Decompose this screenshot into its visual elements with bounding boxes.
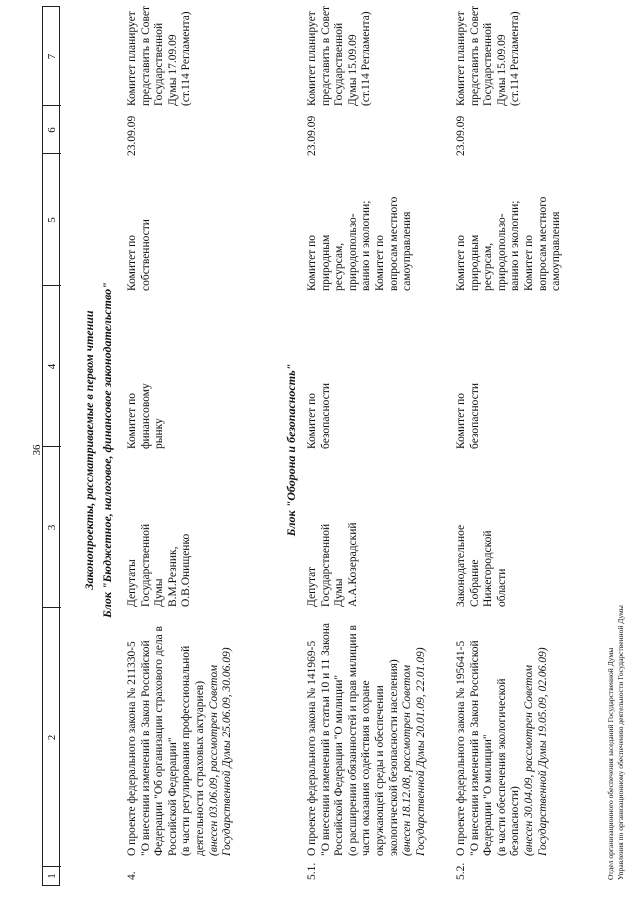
column-header-7: 7: [46, 53, 58, 60]
status-note: Комитет планирует представить в Совет Государственной Думы 15.09.09 (ст.114 Регламента): [306, 5, 373, 106]
footer: Отдел организационного обеспечения заседаний Государственной Думы Управления по организационному обеспечению деятельности Государственной Думы: [606, 605, 625, 880]
column-header-5: 5: [46, 217, 58, 223]
bill-note: (внесен 30.04.09, рассмотрен Советом: [522, 664, 535, 856]
bill-title: О проекте федерального закона № 195641-5 "О внесении изменений в Закон Российской Федерации "О милиции" (в части обеспечения экологической безопасности) (внесен 30.04.09, рассмотрен Советом Государственной Думы 19.05.09, 02.06.09): [455, 640, 549, 856]
review-date: 23.09.09: [126, 115, 138, 156]
bill-note: (внесен 03.06.09, рассмотрен Советом: [207, 664, 220, 856]
status-note: Комитет планирует представить в Совет Государственной Думы 15.09.09 (ст.114 Регламента): [455, 5, 522, 106]
section-title: Законопроекты, рассматриваемые в первом чтении: [82, 310, 96, 590]
initiator: Депутаты Государственной Думы В.М.Резник, О.В.Онищенко: [126, 523, 193, 607]
responsible-committee: Комитет по безопасности: [455, 382, 481, 449]
co-executor-committee: Комитет по собственности: [126, 219, 152, 291]
co-executor-committee: Комитет по природным ресурсам, природопользо- ванию и экологии; Комитет по вопросам местного самоуправления: [306, 196, 414, 291]
review-date: 23.09.09: [306, 115, 318, 156]
row-number: 5.2.: [455, 862, 467, 880]
column-header-4: 4: [46, 363, 58, 370]
co-executor-committee: Комитет по природным ресурсам, природопользо- ванию и экологии; Комитет по вопросам местного самоуправления: [455, 196, 563, 291]
column-header-row: [42, 6, 60, 886]
bill-note: (внесен 18.12.08, рассмотрен Советом: [401, 664, 414, 856]
row-number: 5.1.: [306, 862, 318, 880]
block-title-defense: Блок "Оборона и безопасность": [284, 363, 298, 537]
page-number: 36: [31, 444, 43, 456]
responsible-committee: Комитет по безопасности: [306, 382, 332, 449]
status-note: Комитет планирует представить в Совет Государственной Думы 17.09.09 (ст.114 Регламента): [126, 5, 193, 106]
column-header-2: 2: [46, 734, 58, 741]
review-date: 23.09.09: [455, 115, 467, 156]
column-header-6: 6: [46, 127, 58, 133]
bill-title: О проекте федерального закона № 211330-5 "О внесении изменений в Закон Российской Федерации "Об организации страхового дела в Российской Федерации" (в части регулирования профессиональной деятельности страховых актуариев) (внесен 03.06.09, рассмотрен Советом Государственной Думы 25.06.09, 30.06.09): [126, 626, 234, 856]
initiator: Законодательное Собрание Нижегородской области: [455, 524, 508, 607]
column-header-3: 3: [46, 524, 58, 531]
block-title-budget: Блок "Бюджетное, налоговое, финансовое законодательство": [100, 282, 114, 618]
row-number: 4.: [126, 871, 138, 880]
initiator: Депутат Государственной Думы А.А.Козерадский: [306, 522, 359, 607]
responsible-committee: Комитет по финансовому рынку: [126, 383, 166, 449]
bill-title: О проекте федерального закона № 141969-5 "О внесении изменений в статьи 10 и 11 Закона Российской Федерации "О милиции" (о расширении обязанностей и прав милиции в части оказания содействия в охране окружающей среды и обеспечении экологической безопасности населения) (внесен 18.12.08, рассмотрен Советом Государственной Думы 20.01.09, 22.01.09): [306, 623, 427, 856]
column-header-1: 1: [46, 873, 58, 879]
